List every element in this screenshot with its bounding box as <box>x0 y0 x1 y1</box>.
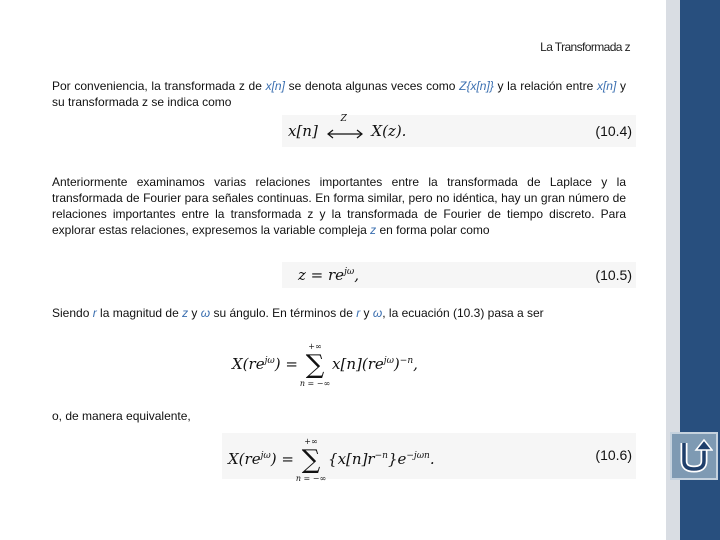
equation-number: (10.6) <box>595 447 632 463</box>
equation-10-5: $z = re^{j\omega}$, (10.5) <box>282 262 636 288</box>
return-button[interactable] <box>670 432 718 480</box>
equation-number: (10.4) <box>595 123 632 139</box>
equation-10-4 <box>282 115 636 147</box>
paragraph-relations: Anteriormente examinamos varias relaciones importantes entre la transformada de Laplace y la transformada de Fourier para señales continuas. En forma similar, pero no idéntica, hay un gran número de relaciones importantes entre la transformada z y la transformada de Fourier de tiempo discreto. Para explorar estas relaciones, expresemos la variable compleja z en forma polar como <box>52 175 626 237</box>
transform-pair-arrow: Z <box>325 126 365 138</box>
equation-polar-sum: $X(re^{j\omega})$ = ∑ +∞ n = −∞ $x[n](re^{j\omega})^{-n}$, <box>228 338 440 386</box>
equation-10-6: $X(re^{j\omega})$ = ∑ +∞ n = −∞ $\{x[n]r^{-n}\}e^{-j\omega n}$. (10.6) <box>222 433 636 479</box>
paragraph-equivalent: o, de manera equivalente, <box>52 409 191 423</box>
paragraph-polar: Siendo r la magnitud de z y ω su ángulo. En términos de r y ω, la ecuación (10.3) pasa a ser <box>52 306 544 320</box>
eq1-lhs: x[n] <box>288 122 318 140</box>
paragraph-intro: Por conveniencia, la transformada z de x[n] se denota algunas veces como Z{x[n]} y la relación entre x[n] y su transformada z se indica como <box>52 79 626 109</box>
slide-title: La Transformada z <box>540 40 630 54</box>
eq1-rhs: X(z). <box>371 122 407 140</box>
summation-symbol: ∑ +∞ n = −∞ <box>299 342 331 388</box>
equation-number: (10.5) <box>595 267 632 283</box>
return-arrow-icon <box>675 437 713 475</box>
summation-symbol: ∑ +∞ n = −∞ <box>295 437 327 483</box>
